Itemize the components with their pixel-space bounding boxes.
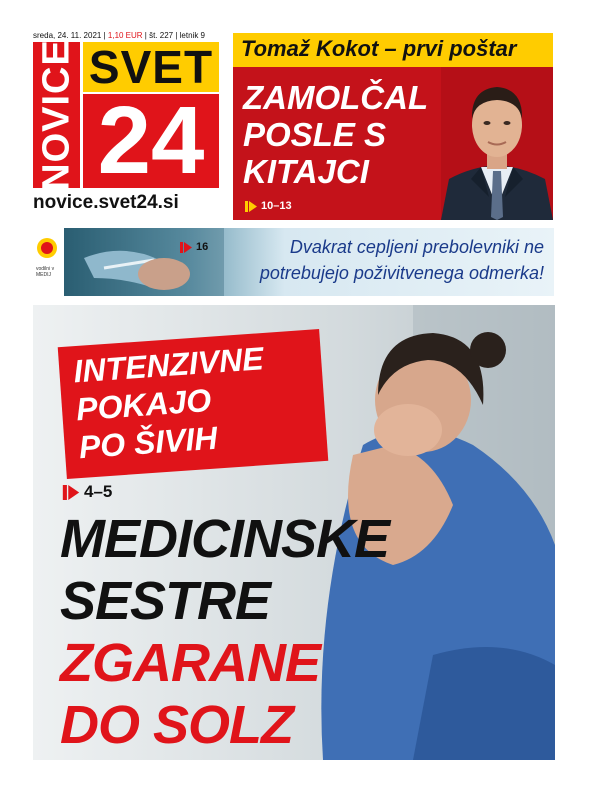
- issue-info: sreda, 24. 11. 2021 | 1,10 EUR | št. 227 | letnik 9: [33, 31, 206, 40]
- main-headline-line: DO SOLZ: [60, 695, 293, 755]
- top-story[interactable]: [233, 33, 553, 220]
- strip-text-line: Dvakrat cepljeni prebolevniki ne: [289, 237, 544, 257]
- main-headline-line: SESTRE: [60, 571, 271, 631]
- top-story-headline-line: KITAJCI: [243, 153, 369, 190]
- page-arrow-icon: [245, 201, 257, 212]
- logo-novice-text: NOVICE: [35, 39, 77, 191]
- strip-story[interactable]: [64, 228, 554, 296]
- top-story-kicker: Tomaž Kokot – prvi poštar: [241, 36, 517, 61]
- top-story-headline-line: ZAMOLČAL: [243, 79, 429, 116]
- logo-svet-text: SVET: [88, 41, 214, 93]
- page-arrow-icon: [62, 485, 80, 500]
- main-headline[interactable]: [60, 508, 389, 756]
- logo-svet[interactable]: [83, 42, 219, 92]
- issue-date: sreda, 24. 11. 2021: [33, 31, 102, 40]
- top-story-pages: [245, 200, 292, 212]
- intensive-tag-line: INTENZIVNE: [72, 340, 265, 390]
- top-story-kicker-bar: [233, 33, 553, 67]
- strip-text: [164, 234, 544, 286]
- logo-novice[interactable]: [33, 39, 80, 191]
- site-url[interactable]: novice.svet24.si: [33, 192, 179, 213]
- strip-pages-text: 16: [196, 241, 209, 253]
- issue-price: 1,10 EUR: [107, 31, 143, 40]
- logo-24[interactable]: [83, 87, 219, 194]
- award-seal-icon: [34, 234, 60, 290]
- strip-text-line: potrebujejo poživitvenega odmerka!: [259, 263, 544, 283]
- top-story-headline-line: POSLE S: [243, 116, 387, 153]
- top-story-headline: [243, 79, 443, 190]
- seal-text: vodilni v MEDIJ: [36, 266, 55, 278]
- intensive-tag-line: PO ŠIVIH: [77, 419, 219, 466]
- top-story-pages-text: 10–13: [261, 200, 292, 212]
- intensive-tag[interactable]: [72, 336, 319, 466]
- intensive-tag-line: POKAJO: [75, 381, 213, 428]
- issue-volume: letnik 9: [179, 31, 206, 40]
- main-headline-line: ZGARANE: [60, 633, 320, 693]
- main-headline-line: MEDICINSKE: [60, 509, 390, 569]
- logo-24-text: 24: [97, 87, 205, 194]
- main-story-pages-text: 4–5: [84, 482, 113, 501]
- issue-number: št. 227: [149, 31, 174, 40]
- man-portrait-image: [441, 67, 553, 220]
- main-story-pages: [62, 482, 112, 502]
